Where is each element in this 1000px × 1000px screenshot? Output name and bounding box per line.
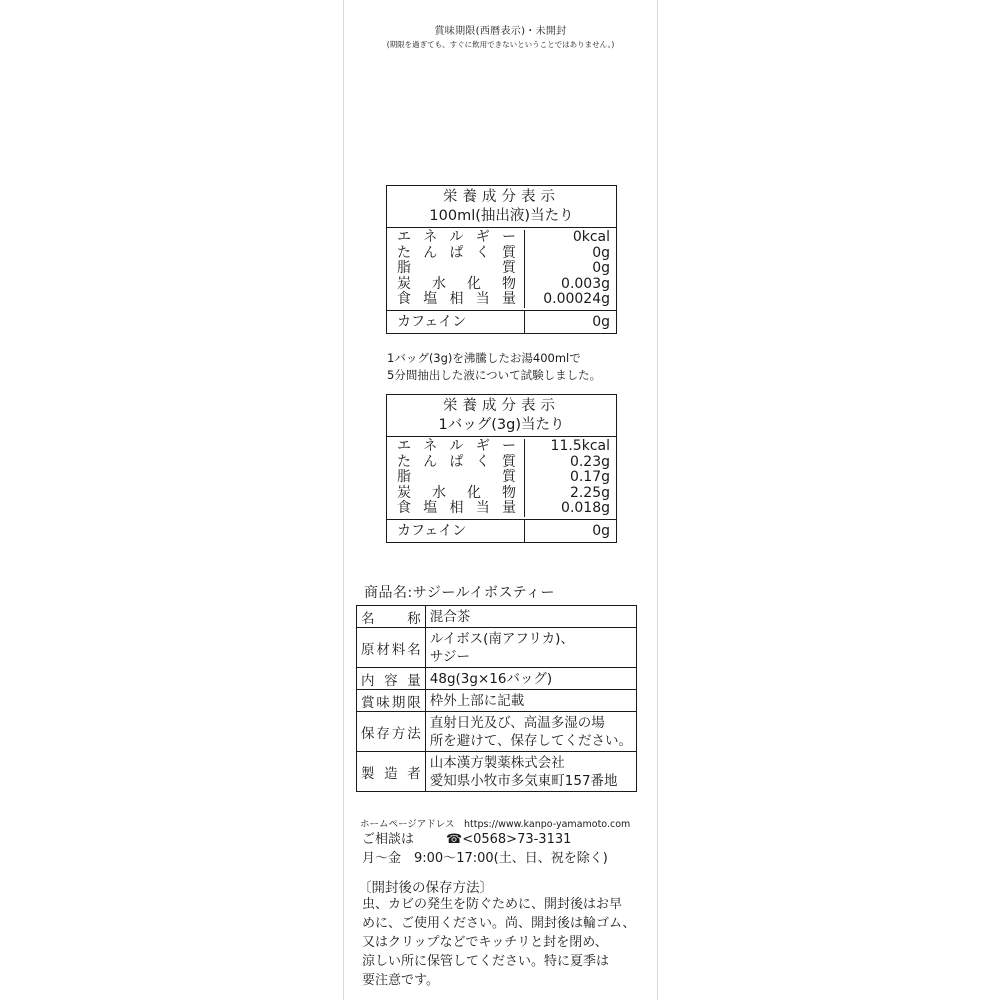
value-line: ルイボス(南アフリカ)、 <box>429 630 574 647</box>
storage-line: 虫、カビの発生を防ぐために、開封後はお早 <box>362 897 623 912</box>
product-info-row <box>357 628 637 668</box>
product-info-key: 内容量 <box>357 668 426 690</box>
nutrition-subtitle: 100ml(抽出液)当たり <box>429 208 574 224</box>
nutrition-label: エ ネ ル ギ ー <box>397 438 516 454</box>
value-line: 48g(3g×16バッグ) <box>429 670 553 687</box>
nutrition-label: 脂 質 <box>397 260 516 277</box>
note-line: 5分間抽出した液について試験しました。 <box>387 368 602 382</box>
nutrition-label: 脂 質 <box>397 469 516 486</box>
value-line: 愛知県小牧市多気東町157番地 <box>429 772 618 789</box>
product-info-value <box>425 752 636 792</box>
nutrition-subtitle: 1バッグ(3g)当たり <box>438 417 565 433</box>
nutrition-header <box>387 395 616 437</box>
nutrition-values <box>525 230 616 308</box>
caffeine-value: 0g <box>592 313 610 330</box>
caffeine-label: カフェイン <box>397 313 467 330</box>
nutrition-value: 0.003g <box>561 275 610 292</box>
nutrition-label: 炭 水 化 物 <box>397 275 516 292</box>
nutrition-value: 2.25g <box>569 484 610 501</box>
nutrition-value: 0.00024g <box>543 291 610 308</box>
product-info-key: 名称 <box>357 606 426 628</box>
note-line: 1バッグ(3g)を沸騰したお湯400mlで <box>387 351 581 365</box>
nutrition-title: 栄養成分表示 <box>443 398 560 414</box>
storage-instructions <box>362 895 649 990</box>
expiry-note: (期限を過ぎても、すぐに飲用できないということではありません。) <box>386 40 615 49</box>
nutrition-value: 0.17g <box>569 469 610 486</box>
nutrition-test-note <box>387 350 601 384</box>
nutrition-label: 食 塩 相 当 量 <box>397 500 516 517</box>
nutrition-header <box>387 186 616 228</box>
product-info-row <box>357 712 637 752</box>
storage-line: 又はクリップなどでキッチリと封を閉め、 <box>362 935 608 950</box>
nutrition-table-per-bag <box>386 394 617 543</box>
nutrition-title: 栄養成分表示 <box>443 189 560 205</box>
phone-number: ☎<0568>73-3131 <box>446 832 572 847</box>
product-info-key: 保存方法 <box>357 712 426 752</box>
storage-line: めに、ご使用ください。尚、開封後は輪ゴム、 <box>362 916 636 931</box>
caffeine-row <box>387 311 616 333</box>
value-line: 所を避けて、保存してください。 <box>429 732 632 749</box>
product-info-value <box>425 668 636 690</box>
nutrition-values <box>525 439 616 517</box>
value-line: サジー <box>429 648 470 665</box>
nutrition-label: 食 塩 相 当 量 <box>397 291 516 308</box>
value-line: 山本漢方製薬株式会社 <box>429 754 565 771</box>
nutrition-label: た ん ぱ く 質 <box>397 453 516 470</box>
nutrition-label: た ん ぱ く 質 <box>397 244 516 261</box>
nutrition-value: 11.5kcal <box>550 438 610 454</box>
product-info-key: 原材料名 <box>357 628 426 668</box>
storage-line: 要注意です。 <box>362 973 439 988</box>
product-info-key: 賞味期限 <box>357 690 426 712</box>
product-info-row <box>357 606 637 628</box>
product-info-key: 製造者 <box>357 752 426 792</box>
product-info-row <box>357 668 637 690</box>
nutrition-label: 炭 水 化 物 <box>397 484 516 501</box>
product-info-value <box>425 628 636 668</box>
nutrition-value: 0g <box>592 244 610 261</box>
product-info-value <box>425 712 636 752</box>
nutrition-value: 0.23g <box>569 453 610 470</box>
nutrition-label: エ ネ ル ギ ー <box>397 229 516 245</box>
value-line: 枠外上部に記載 <box>429 692 525 709</box>
caffeine-value: 0g <box>592 522 610 539</box>
homepage-address: ホームページアドレス https://www.kanpo-yamamoto.com <box>360 819 631 830</box>
nutrition-value: 0kcal <box>572 229 610 245</box>
nutrition-value: 0g <box>592 260 610 277</box>
product-info-value <box>425 690 636 712</box>
contact-info <box>362 830 608 868</box>
value-line: 直射日光及び、高温多湿の場 <box>429 714 605 731</box>
nutrition-labels <box>387 439 525 517</box>
storage-heading: 〔開封後の保存方法〕 <box>358 880 493 896</box>
nutrition-value: 0.018g <box>561 500 610 517</box>
product-info-row <box>357 690 637 712</box>
expiry-title: 賞味期限(西暦表示)・未開封 <box>434 26 567 37</box>
product-info-row <box>357 752 637 792</box>
contact-hours: 月～金 9:00～17:00(土、日、祝を除く) <box>362 851 608 866</box>
nutrition-labels <box>387 230 525 308</box>
storage-line: 涼しい所に保管してください。特に夏季は <box>362 954 610 969</box>
caffeine-label: カフェイン <box>397 522 467 539</box>
caffeine-row <box>387 520 616 542</box>
product-name: 商品名:サジールイボスティー <box>364 585 556 601</box>
nutrition-table-100ml <box>386 185 617 334</box>
product-info-value <box>425 606 636 628</box>
contact-label: ご相談は <box>362 832 415 847</box>
value-line: 混合茶 <box>429 608 471 625</box>
product-info-table <box>356 605 637 792</box>
